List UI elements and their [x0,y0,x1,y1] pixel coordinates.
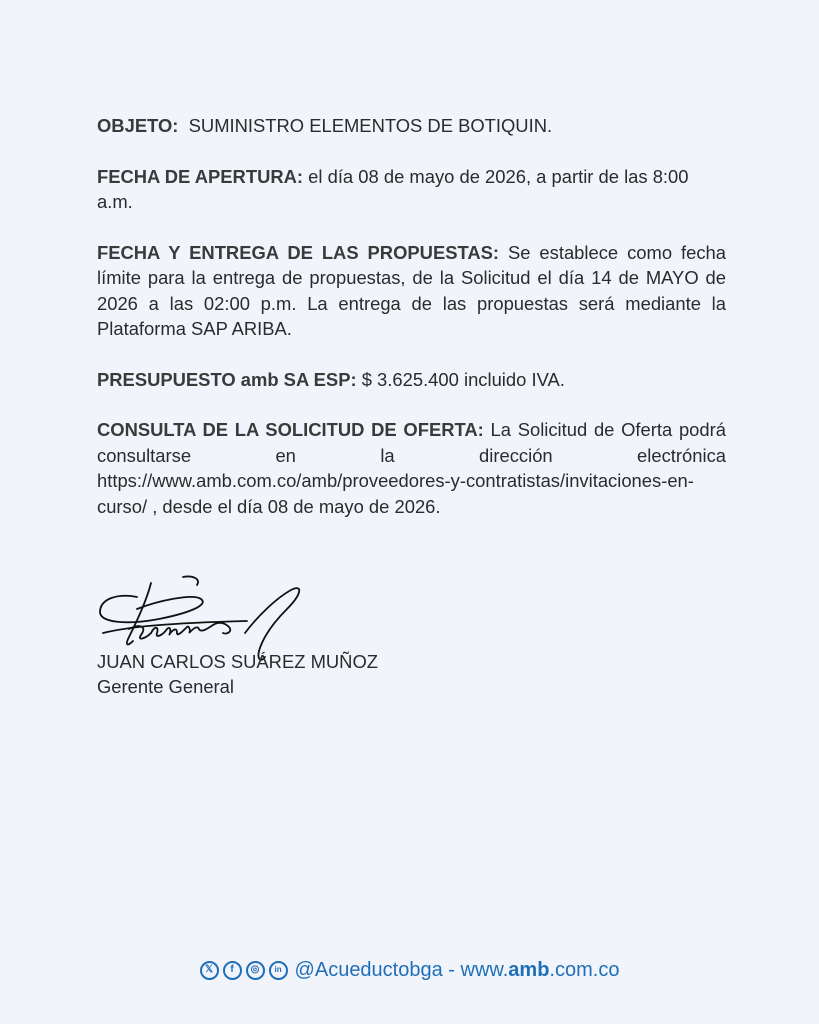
objeto-value: SUMINISTRO ELEMENTOS DE BOTIQUIN. [188,115,553,136]
document-body [97,113,726,544]
social-icons [200,961,288,980]
fecha-apertura-paragraph [97,164,726,215]
consulta-paragraph [97,417,726,519]
facebook-icon[interactable]: f [223,961,242,980]
presupuesto-label: PRESUPUESTO amb SA ESP: [97,368,357,390]
fecha-entrega-value: Se establece como fecha límite para la entrega de propuestas, de la Solicitud el día 14 de MAYO de 2026 a las 02:00 p.m. La entrega de las propuestas será mediante la Plataforma SAP ARIBA. [97,241,726,339]
footer-domain-rest: .com.co [549,958,620,981]
fecha-entrega-label: FECHA Y ENTREGA DE LAS PROPUESTAS: [97,241,500,263]
consulta-label: CONSULTA DE LA SOLICITUD DE OFERTA: [97,419,484,440]
footer-link[interactable] [295,959,620,982]
instagram-icon[interactable]: ◎ [246,961,265,980]
signer-role: Gerente General [97,676,234,697]
consulta-value: La Solicitud de Oferta podrá consultarse en la dirección electrónica https://www.amb.com.co/amb/proveedores-y-contratistas/invitaciones-en-curso/ , desde el día 08 de mayo de 2026. [97,419,726,517]
presupuesto-paragraph [97,367,726,393]
presupuesto-value: $ 3.625.400 incluido IVA. [361,368,565,390]
objeto-label: OBJETO: [97,115,179,136]
signer-name: JUAN CARLOS SUÁREZ MUÑOZ [97,651,378,672]
footer-domain-bold: amb [508,958,550,981]
footer [0,955,819,985]
x-icon[interactable]: 𝕏 [200,961,219,980]
linkedin-icon[interactable]: in [269,961,288,980]
objeto-paragraph [97,113,726,139]
signature-block [97,575,437,705]
fecha-apertura-value: el día 08 de mayo de 2026, a partir de las 8:00 a.m. [97,165,689,212]
fecha-apertura-label: FECHA DE APERTURA: [97,165,304,187]
footer-handle: @Acueductobga - www. [294,958,509,981]
fecha-entrega-paragraph [97,240,726,342]
